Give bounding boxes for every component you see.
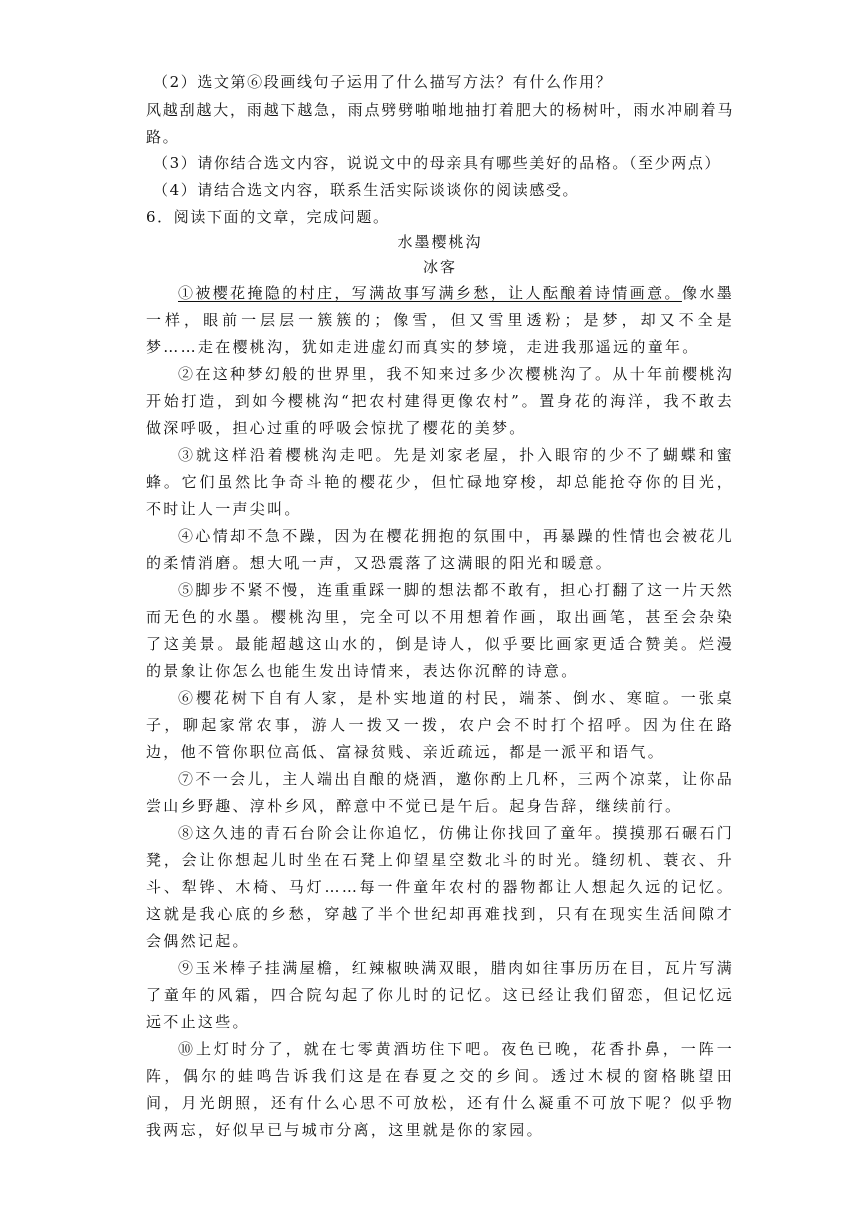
question-3: （3）请你结合选文内容，说说文中的母亲具有哪些美好的品格。（至少两点） bbox=[153, 154, 722, 172]
paragraph-10: ⑩上灯时分了，就在七零黄酒坊住下吧。夜色已晚，花香扑鼻，一阵一阵，偶尔的蛙鸣告诉我们这是在春夏之交的乡间。透过木棂的窗格眺望田间，月光朗照，还有什么心思不可放松，还有什么凝重不可放下呢？似乎物我两忘，好似早已与城市分离，这里就是你的家园。 bbox=[146, 1040, 734, 1139]
article-author: 冰客 bbox=[422, 258, 457, 276]
question-2-quoted-sentence: 风越刮越大，雨越下越急，雨点劈劈啪啪地抽打着肥大的杨树叶，雨水冲刷着马路。 bbox=[146, 101, 734, 146]
question-4: （4）请结合选文内容，联系生活实际谈谈你的阅读感受。 bbox=[153, 181, 580, 199]
article-title: 水墨樱桃沟 bbox=[397, 233, 483, 251]
question-6-prompt: 6．阅读下面的文章，完成问题。 bbox=[146, 208, 390, 226]
paragraph-4: ④心情却不急不躁，因为在樱花拥抱的氛围中，再暴躁的性情也会被花儿的柔情消磨。想大吼一声，又恐震落了这满眼的阳光和暖意。 bbox=[146, 527, 734, 572]
paragraph-1 bbox=[146, 280, 734, 361]
paragraph-6: ⑥樱花树下自有人家，是朴实地道的村民，端茶、倒水、寒暄。一张桌子，聊起家常农事，游人一拨又一拨，农户会不时打个招呼。因为住在路边，他不管你职位高低、富禄贫贱、亲近疏远，都是一派平和语气。 bbox=[146, 689, 734, 761]
paragraph-3: ③就这样沿着樱桃沟走吧。先是刘家老屋，扑入眼帘的少不了蝴蝶和蜜蜂。它们虽然比争奇斗艳的樱花少，但忙碌地穿梭，却总能抢夺你的目光，不时让人一声尖叫。 bbox=[146, 446, 734, 518]
paragraph-7: ⑦不一会儿，主人端出自酿的烧酒，邀你酌上几杯，三两个凉菜，让你品尝山乡野趣、淳朴乡风，醉意中不觉已是午后。起身告辞，继续前行。 bbox=[146, 770, 734, 815]
paragraph-8: ⑧这久违的青石台阶会让你追忆，仿佛让你找回了童年。摸摸那石碾石门凳，会让你想起儿时坐在石凳上仰望星空数北斗的时光。缝纫机、蓑衣、升斗、犁铧、木椅、马灯……每一件童年农村的器物都让人想起久远的记忆。这就是我心底的乡愁，穿越了半个世纪却再难找到，只有在现实生活间隙才会偶然记起。 bbox=[146, 824, 734, 950]
paragraph-2: ②在这种梦幻般的世界里，我不知来过多少次樱桃沟了。从十年前樱桃沟开始打造，到如今樱桃沟“把农村建得更像农村”。置身花的海洋，我不敢去做深呼吸，担心过重的呼吸会惊扰了樱花的美梦。 bbox=[146, 365, 734, 437]
paragraph-9: ⑨玉米棒子挂满屋檐，红辣椒映满双眼，腊肉如往事历历在目，瓦片写满了童年的风霜，四合院勾起了你儿时的记忆。这已经让我们留恋，但记忆远远不止这些。 bbox=[146, 959, 734, 1031]
paragraph-1-underlined-sentence: ①被樱花掩隐的村庄，写满故事写满乡愁，让人酝酿着诗情画意。 bbox=[178, 284, 682, 302]
question-2: （2）选文第⑥段画线句子运用了什么描写方法？有什么作用？ bbox=[153, 73, 613, 91]
paragraph-5: ⑤脚步不紧不慢，连重重踩一脚的想法都不敢有，担心打翻了这一片天然而无色的水墨。樱桃沟里，完全可以不用想着作画，取出画笔，甚至会杂染了这美景。最能超越这山水的，倒是诗人，似乎要比画家更适合赞美。烂漫的景象让你怎么也能生发出诗情来，表达你沉醉的诗意。 bbox=[146, 581, 734, 680]
paragraph-1-text: 像水墨一样，眼前一层层一簇簇的；像雪，但又雪里透粉；是梦，却又不全是梦……走在樱桃沟，犹如走进虚幻而真实的梦境，走进我那遥远的童年。 bbox=[146, 284, 735, 356]
document-body bbox=[146, 70, 734, 1144]
